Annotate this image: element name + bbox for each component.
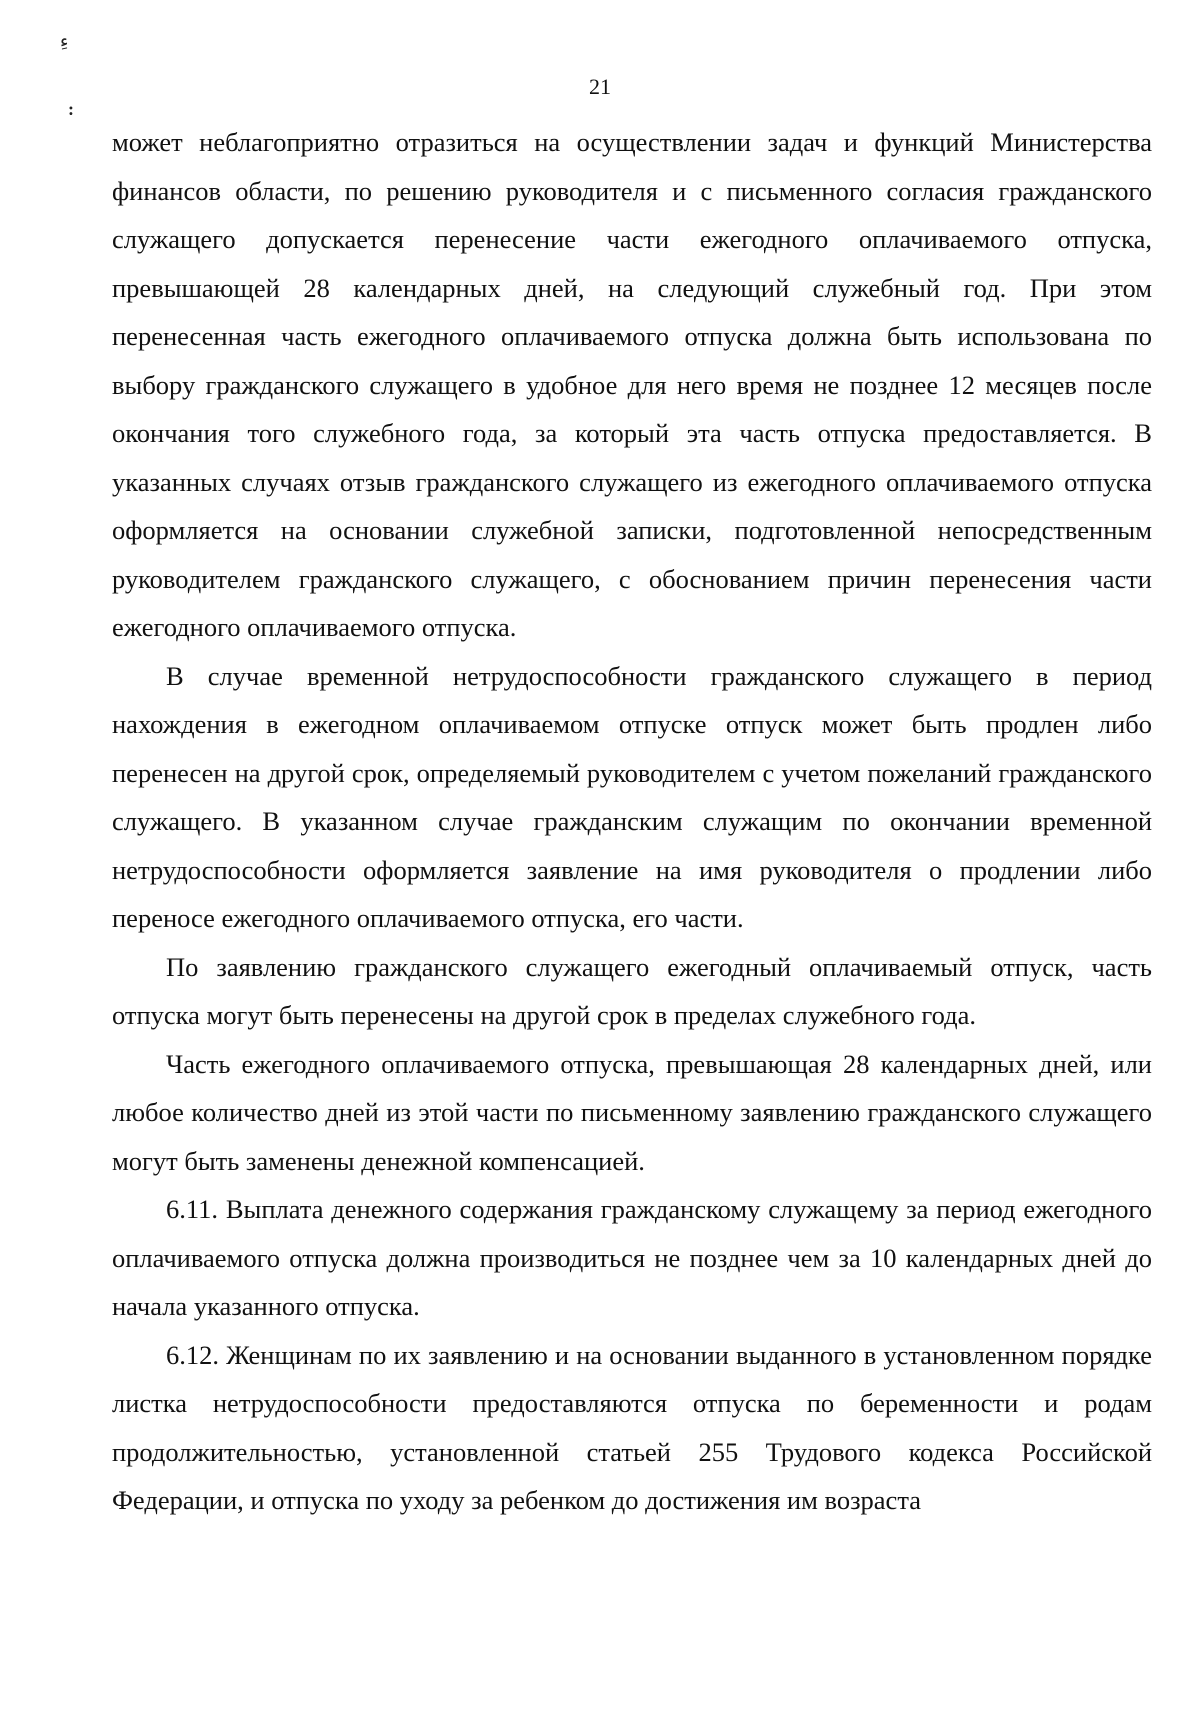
paragraph: 6.12. Женщинам по их заявлению и на основании выданного в установленном порядке листка нетрудоспособности предоставляются отпуска по беременности и родам продолжительностью, установленной статьей 255 Трудового кодекса Российской Федерации, и отпуска по уходу за ребенком до достижения им возраста	[112, 1339, 1152, 1515]
page-number: 21	[589, 74, 611, 99]
document-body	[112, 118, 1152, 1525]
paragraph: 6.11. Выплата денежного содержания гражданскому служащему за период ежегодного оплачиваемого отпуска должна производиться не позднее чем за 10 календарных дней до начала указанного отпуска.	[112, 1194, 1152, 1321]
paragraph: может неблагоприятно отразиться на осуществлении задач и функций Министерства финансов области, по решению руководителя и с письменного согласия гражданского служащего допускается перенесение части ежегодного оплачиваемого отпуска, превышающей 28 календарных дней, на следующий служебный год. При этом перенесенная часть ежегодного оплачиваемого отпуска должна быть использована по выбору гражданского служащего в удобное для него время не позднее 12 месяцев после окончания того служебного года, за который эта часть отпуска предоставляется. В указанных случаях отзыв гражданского служащего из ежегодного оплачиваемого отпуска оформляется на основании служебной записки, подготовленной непосредственным руководителем гражданского служащего, с обоснованием причин перенесения части ежегодного оплачиваемого отпуска.	[112, 127, 1152, 642]
margin-mark: :	[68, 99, 74, 119]
paragraph: По заявлению гражданского служащего ежегодный оплачиваемый отпуск, часть отпуска могут быть перенесены на другой срок в пределах служебного года.	[112, 951, 1152, 1030]
paragraph: В случае временной нетрудоспособности гражданского служащего в период нахождения в ежегодном оплачиваемом отпуске отпуск может быть продлен либо перенесен на другой срок, определяемый руководителем с учетом пожеланий гражданского служащего. В указанном случае гражданским служащим по окончании временной нетрудоспособности оформляется заявление на имя руководителя о продлении либо переносе ежегодного оплачиваемого отпуска, его части.	[112, 660, 1152, 933]
paragraph: Часть ежегодного оплачиваемого отпуска, превышающая 28 календарных дней, или любое количество дней из этой части по письменному заявлению гражданского служащего могут быть заменены денежной компенсацией.	[112, 1048, 1152, 1176]
margin-mark: ءِ	[60, 31, 69, 51]
